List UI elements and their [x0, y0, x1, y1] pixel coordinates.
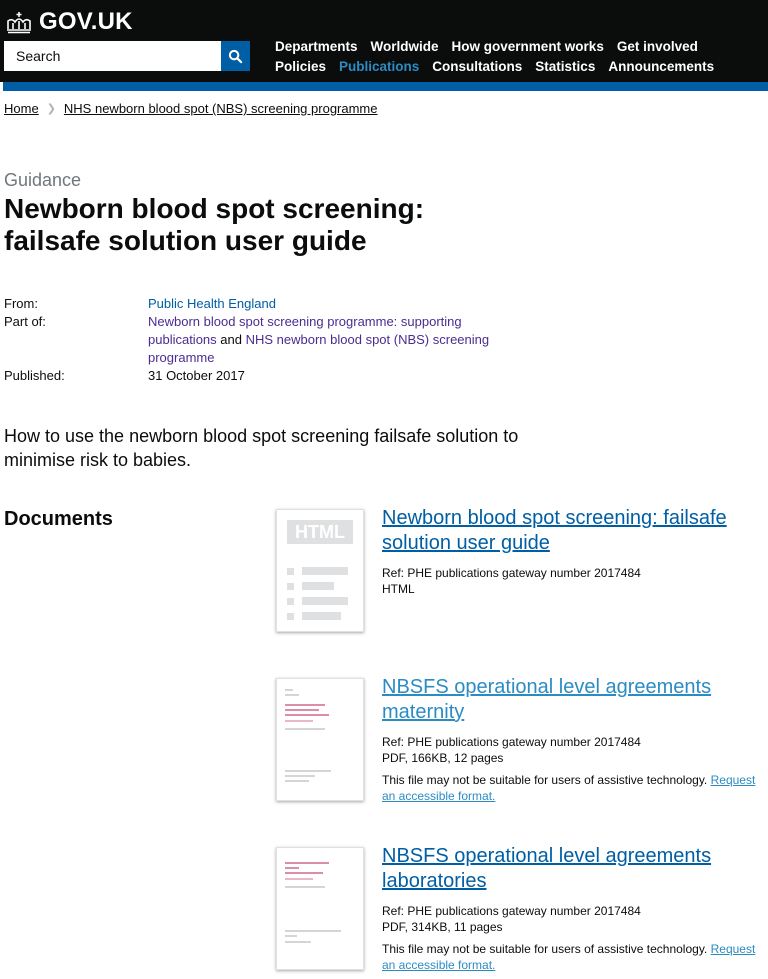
page-summary: How to use the newborn blood spot screening failsafe solution to minimise risk to babies. — [4, 426, 519, 470]
attachment-details — [382, 675, 768, 804]
govuk-logo-link[interactable] — [4, 8, 133, 36]
nav-publications[interactable]: Publications — [339, 58, 420, 74]
attachment-ref: Ref: PHE publications gateway number 2017484 — [382, 735, 641, 749]
meta-from-link[interactable]: Public Health England — [148, 296, 276, 311]
attachment-format: PDF, 166KB, 12 pages — [382, 751, 504, 765]
request-accessible-format-link[interactable]: Request an accessible format. — [382, 942, 756, 972]
attachment-metadata — [382, 903, 768, 935]
search-input[interactable] — [4, 41, 221, 71]
search-icon — [228, 49, 243, 64]
attachment-metadata — [382, 565, 768, 597]
breadcrumb — [4, 101, 378, 116]
accessibility-note-text: This file may not be suitable for users of assistive technology. — [382, 773, 708, 787]
nav-departments[interactable]: Departments — [275, 38, 358, 54]
attachment-title-link[interactable]: Newborn blood spot screening: failsafe solution user guide — [382, 507, 727, 554]
chevron-right-icon: ❯ — [46, 103, 56, 115]
crown-icon — [4, 10, 34, 34]
meta-published-value: 31 October 2017 — [148, 368, 245, 383]
nav-policies[interactable]: Policies — [275, 58, 327, 74]
documents-heading: Documents — [4, 508, 113, 530]
attachment-details — [382, 506, 768, 597]
logo-text: GOV.UK — [39, 8, 133, 35]
search-form — [4, 41, 250, 71]
attachment-thumbnail-pdf[interactable] — [276, 847, 364, 970]
meta-from-label: From: — [4, 296, 38, 311]
meta-part-of-label: Part of: — [4, 314, 46, 329]
search-button[interactable] — [221, 41, 250, 71]
nav-how-government-works[interactable]: How government works — [451, 38, 604, 54]
page-title: Newborn blood spot screening: failsafe solution user guide — [4, 193, 425, 256]
nav-worldwide[interactable]: Worldwide — [370, 38, 439, 54]
nav-consultations[interactable]: Consultations — [432, 58, 523, 74]
attachment-thumbnail-html[interactable] — [276, 509, 364, 632]
nav-row-1 — [275, 36, 768, 56]
meta-from-row — [4, 295, 504, 313]
attachment-title-link[interactable]: NBSFS operational level agreements maternity — [382, 676, 712, 723]
meta-part-of-link-nbs[interactable]: NHS newborn blood spot (NBS) screening programme — [148, 332, 490, 365]
html-document-icon: HTML — [287, 520, 353, 544]
attachment-metadata — [382, 734, 768, 766]
attachment-ref: Ref: PHE publications gateway number 2017484 — [382, 566, 641, 580]
breadcrumb-home[interactable]: Home — [4, 101, 39, 116]
meta-part-of-joiner: and — [220, 332, 242, 347]
pdf-preview-icon — [285, 689, 355, 782]
accessibility-note-text: This file may not be suitable for users of assistive technology. — [382, 942, 708, 956]
pdf-preview-icon — [285, 862, 355, 943]
meta-published-row — [4, 367, 504, 385]
meta-part-of-row — [4, 313, 504, 367]
attachment-thumbnail-pdf[interactable] — [276, 678, 364, 801]
breadcrumb-nbs-programme[interactable]: NHS newborn blood spot (NBS) screening programme — [63, 101, 378, 116]
site-header — [0, 0, 768, 82]
main-navigation — [275, 36, 768, 76]
accessibility-note — [382, 941, 768, 973]
meta-part-of-link-supporting[interactable]: Newborn blood spot screening programme: supporting publications — [148, 314, 462, 347]
publication-metadata — [4, 295, 504, 385]
meta-from-value-wrap — [148, 295, 493, 313]
document-type: Guidance — [4, 170, 82, 190]
nav-get-involved[interactable]: Get involved — [616, 38, 698, 54]
attachment-format: PDF, 314KB, 11 pages — [382, 920, 503, 934]
nav-row-2 — [275, 56, 768, 76]
meta-part-of-value — [148, 313, 493, 367]
attachment-title-link[interactable]: NBSFS operational level agreements laboratories — [382, 845, 712, 892]
accessibility-note — [382, 772, 768, 804]
request-accessible-format-link[interactable]: Request an accessible format. — [382, 773, 756, 803]
header-accent-bar — [3, 82, 768, 91]
attachment-format: HTML — [382, 582, 415, 596]
nav-announcements[interactable]: Announcements — [608, 58, 715, 74]
nav-statistics[interactable]: Statistics — [535, 58, 596, 74]
attachment-details — [382, 844, 768, 973]
attachment-ref: Ref: PHE publications gateway number 2017484 — [382, 904, 641, 918]
meta-published-label: Published: — [4, 368, 65, 383]
